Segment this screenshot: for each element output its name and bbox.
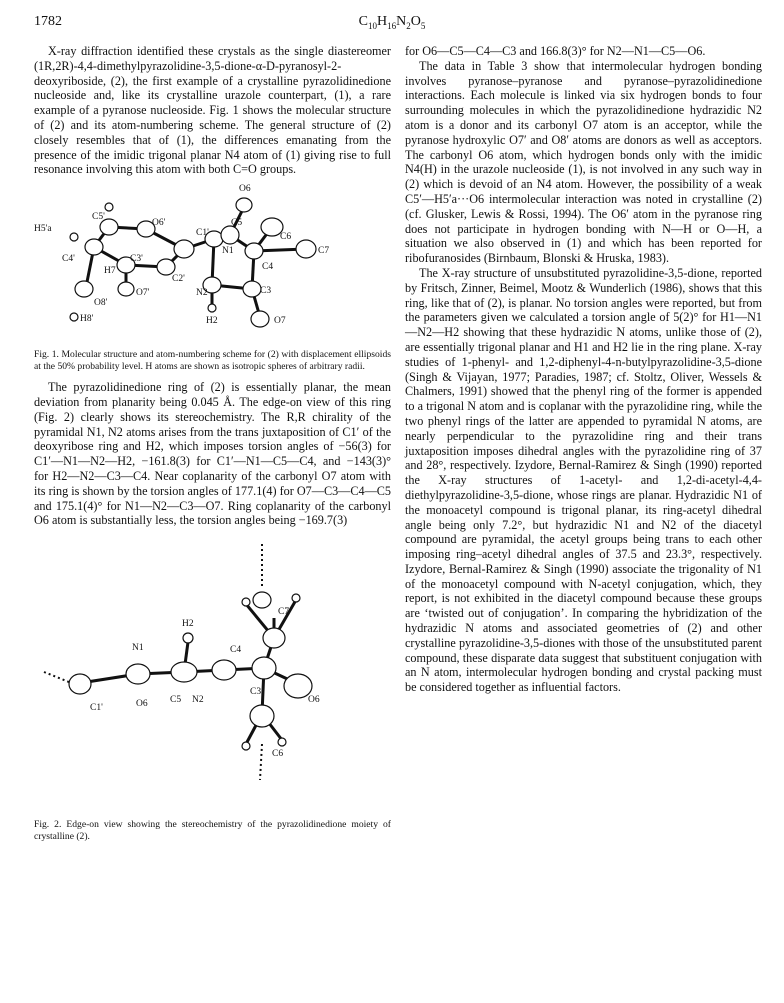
fig1-label: C6 <box>280 232 292 243</box>
fig1-label: O8' <box>94 298 108 309</box>
fig1-label: H8' <box>80 314 94 325</box>
fig2-label: C5 <box>170 695 182 706</box>
figure-2 <box>34 534 391 817</box>
fig2-label: C3 <box>250 687 262 698</box>
fig1-label: C7 <box>318 246 330 257</box>
edge-on-view-diagram <box>34 534 391 817</box>
left-column <box>34 44 391 850</box>
fig2-label: O6 <box>136 699 148 710</box>
fig1-label: C2' <box>172 274 185 285</box>
fig2-label: C1' <box>90 703 103 714</box>
fig1-label: N1 <box>222 246 234 257</box>
figure-2-caption: Fig. 2. Edge-on view showing the stereochemistry of the pyrazolidinedione moiety of crystalline (2). <box>34 819 391 842</box>
figure-1-caption: Fig. 1. Molecular structure and atom-numbering scheme for (2) with displacement ellipsoids at the 50% probability level. H atoms are shown as isotropic spheres of arbitrary radii. <box>34 349 391 372</box>
fig1-label: O7 <box>274 316 286 327</box>
paragraph-comparison: The X-ray structure of unsubstituted pyrazolidine-3,5-dione, reported by Fritsch, Zinner, Beimel, Mootz & Wunderlich (1986), shows that this ring, like that of (2), is planar. No torsion angles were reported, but from the parameters given we calculated a torsion angle of 5(2)° for H1—N1—N2—H2 showing that these hydrazidic N atoms, unlike those of (2), are essentially trigonal planar and H1 and H2 lie in the ring plane. X-ray studies of 1-phenyl- and 1,2-diphenyl-4-n-butylpyrazolidine-3,5-dione (Singh & Vijayan, 1977; Paradies, 1987; cf. Stoltz, Oliver, Wessels & Chalmers, 1991) showed that the phenyl ring of the former is appended to a trigonal N atom and is coplanar with the pyrazolidine ring, while the two phenyl rings of the latter are appended to pyramidal N atoms, are nearly perpendicular to the pyrazolidine ring and their trans juxtaposition imposes dihedral angles with the pyrazolidine ring of 37 and 28°, respectively. Izydore, Bernal-Ramirez & Singh (1990) reported the X-ray structures of 1-acetyl- and 1,2-di-acetyl-4,4-diethylpyrazolidine-3,5-dione, whose rings are planar. Hydrazidic N1 of the monoacetyl compound is trigonal planar, its ring-acetyl dihedral angle being only 7.2°, but hydrazidic N1 and N2 of the diacetyl compound are pyramidal, the acetyl groups being trans to each other imposing ring–acetyl dihedral angles of 37.5 and 23.3°, respectively. Izydore, Bernal-Ramirez & Singh (1990) associate the trigonality of N1 of the monoacetyl compound with N-acetyl conjugation, which, they report, is not exhibited in the diacetyl compound because these groups are ‘twisted out of conjugation’. In comparing the hybridization of the hydrazidic N atoms and associated geometries of (2) and other crystalline pyrazolidine-3,5-diones with those of the unsubstituted parent compound, these disparate data suggest that substituent conjugation with an N atom, intermolecular hydrogen bonding and crystal packing must be considered together as influential factors. <box>405 265 762 695</box>
paragraph-hydrogen-bonding: The data in Table 3 show that intermolecular hydrogen bonding involves pyranose–pyranose and pyranose–pyrazolidinedione interactions. Each molecule is linked via six hydrogen bonds to four surrounding molecules in which the pyrazolidinedione hydrazidic N2 atom is a donor and its carbonyl O7 atom is an acceptor, while the pyranose hydroxylic O7′ and O8′ atoms are donors as well as acceptors. The carbonyl O6 atom, which hydrogen bonds only with the imidic N4(H) in the urazole nucleoside (1), is not involved in any such way in (2) which is devoid of an N4 atom. However, the possibility of a weak C5′—H5′a···O6 intermolecular interaction was noted in crystalline (2) (cf. Glusker, Lewis & Rossi, 1994). The O6′ atom in the pyranose ring does not participate in hydrogen bonding with N—H or O—H, a situation we also observed in (1) and which has been reported for ribofuranosides (Birnbaum, Blonski & Hruska, 1983). <box>405 58 762 266</box>
fig1-label: C4 <box>262 262 274 273</box>
fig1-label: H7 <box>104 266 116 277</box>
paragraph-continuation: for O6—C5—C4—C3 and 166.8(3)° for N2—N1—C5—O6. <box>405 44 706 58</box>
fig1-label: C5 <box>231 218 243 229</box>
page-number: 1782 <box>34 14 62 29</box>
paragraph-intro: X-ray diffraction identified these crystals as the single diastereomer (1R,2R)-4,4-dimethylpyrazolidine-3,5-dione-α-D-pyranosyl-2-deoxyriboside, (2), the first example of a crystalline pyrazolidinedione nucleoside and, like its crystalline urazole counterpart, (1), a rare example of a pyranose nucleoside. Fig. 1 shows the molecular structure of (2) and its atom-numbering scheme. The general structure of (2) closely resembles that of (1), the differences emanating from the presence of the imidic trigonal planar N4 atom of (1) giving rise to full resonance involving this atom with both C=O groups. <box>34 44 391 177</box>
fig2-label: C6 <box>272 749 284 760</box>
fig1-label: C5' <box>92 212 105 223</box>
fig2-label: C7 <box>278 607 290 618</box>
fig2-label: H2 <box>182 619 194 630</box>
paragraph-planarity: The pyrazolidinedione ring of (2) is essentially planar, the mean deviation from planarity being 0.045 Å. The edge-on view of this ring (Fig. 2) clearly shows its stereochemistry. The R,R chirality of the pyramidal N1, N2 atoms arises from the trans juxtaposition of C1′ of the deoxyribose ring and H2, which imposes torsion angles of −56(3) for C1′—N1—N2—H2, −161.8(3) for C1′—N1—C5—C4, and −143(3)° for H2—N2—C3—C4. Near coplanarity of the carbonyl O7 atom with its ring is shown by the torsion angles of 177.1(4) for O7—C3—C4—C5 and 175.1(4)° for N1—N2—C3—O7. Ring coplanarity of the carbonyl O6 atom is substantially less, the torsion angles being −169.7(3) <box>34 380 391 528</box>
figure-1 <box>34 177 391 347</box>
right-column <box>405 44 762 695</box>
fig1-label: O6 <box>239 184 251 195</box>
fig2-label: C4 <box>230 645 242 656</box>
fig1-label: C4' <box>62 254 75 265</box>
running-header-formula: $C_{10}H_{16}N_2O_5$ <box>358 14 426 31</box>
fig1-label: C3' <box>130 254 143 265</box>
fig2-label: O6 <box>308 695 320 706</box>
fig1-label: H2 <box>206 316 218 327</box>
fig1-label: O7' <box>136 288 150 299</box>
fig2-label: N1 <box>132 643 144 654</box>
fig2-label: N2 <box>192 695 204 706</box>
fig1-label: H5'a <box>34 224 52 235</box>
molecular-structure-diagram <box>34 177 391 347</box>
fig1-label: C3 <box>260 286 272 297</box>
fig1-label: C1' <box>196 228 209 239</box>
fig1-label: N2 <box>196 288 208 299</box>
fig1-label: O6' <box>152 218 166 229</box>
